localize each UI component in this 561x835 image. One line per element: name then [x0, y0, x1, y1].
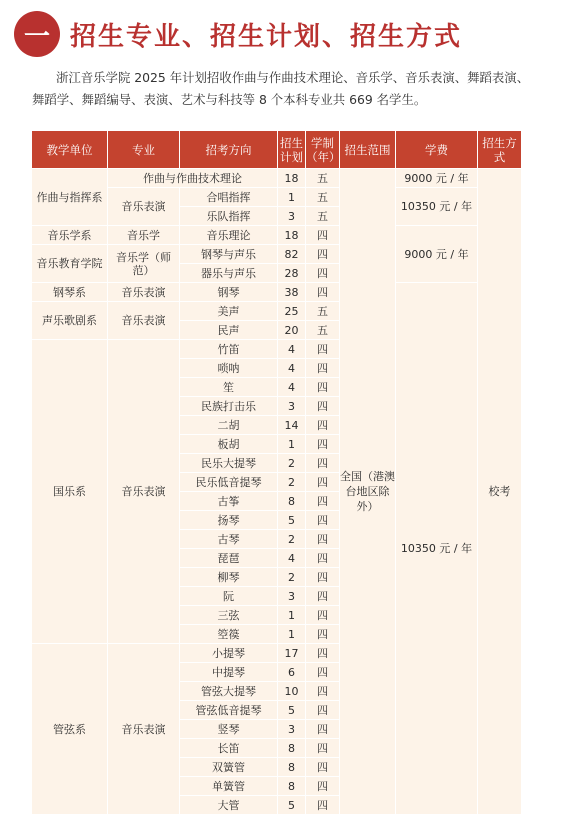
cell-duration: 五	[306, 169, 340, 188]
cell-plan: 18	[278, 226, 306, 245]
cell-direction: 美声	[180, 302, 278, 321]
cell-direction: 中提琴	[180, 663, 278, 682]
cell-duration: 四	[306, 378, 340, 397]
cell-duration: 四	[306, 568, 340, 587]
cell-direction: 古琴	[180, 530, 278, 549]
cell-direction: 钢琴与声乐	[180, 245, 278, 264]
cell-fee: 10350 元 / 年	[396, 188, 478, 226]
cell-direction: 长笛	[180, 739, 278, 758]
cell-direction: 竹笛	[180, 340, 278, 359]
table-header-row	[32, 131, 522, 169]
cell-plan: 4	[278, 359, 306, 378]
cell-major: 音乐学（师范）	[108, 245, 180, 283]
cell-direction: 琵琶	[180, 549, 278, 568]
cell-plan: 5	[278, 796, 306, 815]
header-plan: 招生计划	[278, 131, 306, 169]
section-number-badge: 一	[14, 11, 60, 57]
cell-plan: 28	[278, 264, 306, 283]
cell-direction: 民乐低音提琴	[180, 473, 278, 492]
cell-plan: 6	[278, 663, 306, 682]
cell-direction: 双簧管	[180, 758, 278, 777]
cell-direction: 钢琴	[180, 283, 278, 302]
cell-direction: 古筝	[180, 492, 278, 511]
cell-plan: 4	[278, 340, 306, 359]
table-row	[32, 226, 522, 245]
cell-direction: 小提琴	[180, 644, 278, 663]
cell-scope: 全国（港澳台地区除外）	[340, 169, 396, 815]
header-major: 专业	[108, 131, 180, 169]
cell-duration: 四	[306, 511, 340, 530]
cell-duration: 四	[306, 226, 340, 245]
cell-plan: 14	[278, 416, 306, 435]
header-scope: 招生范围	[340, 131, 396, 169]
cell-plan: 2	[278, 454, 306, 473]
cell-plan: 5	[278, 701, 306, 720]
cell-direction: 扬琴	[180, 511, 278, 530]
cell-duration: 四	[306, 796, 340, 815]
cell-plan: 2	[278, 473, 306, 492]
cell-direction: 大管	[180, 796, 278, 815]
table-row	[32, 169, 522, 188]
cell-duration: 五	[306, 188, 340, 207]
cell-duration: 四	[306, 416, 340, 435]
cell-duration: 四	[306, 720, 340, 739]
cell-direction: 柳琴	[180, 568, 278, 587]
intro-text: 浙江音乐学院 2025 年计划招收作曲与作曲技术理论、音乐学、音乐表演、舞蹈表演、舞蹈学、舞蹈编导、表演、艺术与科技等 8 个本科专业共 669 名学生。	[32, 70, 530, 107]
cell-plan: 8	[278, 739, 306, 758]
header-duration: 学制（年）	[306, 131, 340, 169]
cell-unit: 作曲与指挥系	[32, 169, 108, 226]
cell-plan: 3	[278, 397, 306, 416]
cell-duration: 四	[306, 758, 340, 777]
cell-plan: 2	[278, 530, 306, 549]
cell-duration: 四	[306, 492, 340, 511]
header-fee: 学费	[396, 131, 478, 169]
cell-duration: 四	[306, 587, 340, 606]
cell-major: 音乐表演	[108, 283, 180, 302]
header-unit: 教学单位	[32, 131, 108, 169]
cell-plan: 8	[278, 758, 306, 777]
header-direction: 招考方向	[180, 131, 278, 169]
cell-duration: 四	[306, 777, 340, 796]
cell-major: 音乐表演	[108, 340, 180, 644]
cell-plan: 3	[278, 207, 306, 226]
cell-major: 音乐表演	[108, 302, 180, 340]
cell-plan: 2	[278, 568, 306, 587]
cell-direction: 民乐大提琴	[180, 454, 278, 473]
intro-paragraph	[32, 67, 532, 111]
cell-plan: 18	[278, 169, 306, 188]
cell-plan: 3	[278, 720, 306, 739]
cell-direction: 管弦大提琴	[180, 682, 278, 701]
cell-plan: 5	[278, 511, 306, 530]
cell-duration: 四	[306, 549, 340, 568]
cell-direction: 竖琴	[180, 720, 278, 739]
cell-duration: 四	[306, 739, 340, 758]
section-header	[14, 10, 462, 58]
cell-plan: 8	[278, 777, 306, 796]
cell-duration: 四	[306, 682, 340, 701]
cell-plan: 1	[278, 188, 306, 207]
cell-duration: 四	[306, 606, 340, 625]
cell-method: 校考	[478, 169, 522, 815]
cell-major: 音乐学	[108, 226, 180, 245]
cell-duration: 四	[306, 473, 340, 492]
cell-direction: 民声	[180, 321, 278, 340]
cell-unit: 声乐歌剧系	[32, 302, 108, 340]
header-method: 招生方式	[478, 131, 522, 169]
cell-direction: 二胡	[180, 416, 278, 435]
cell-duration: 五	[306, 321, 340, 340]
cell-duration: 四	[306, 340, 340, 359]
cell-major: 音乐表演	[108, 188, 180, 226]
cell-direction: 民族打击乐	[180, 397, 278, 416]
cell-plan: 10	[278, 682, 306, 701]
cell-direction: 合唱指挥	[180, 188, 278, 207]
cell-unit: 钢琴系	[32, 283, 108, 302]
cell-duration: 四	[306, 435, 340, 454]
cell-fee: 9000 元 / 年	[396, 226, 478, 283]
cell-direction: 管弦低音提琴	[180, 701, 278, 720]
table-row	[32, 283, 522, 302]
cell-duration: 四	[306, 283, 340, 302]
cell-major: 音乐表演	[108, 644, 180, 815]
cell-plan: 1	[278, 625, 306, 644]
cell-duration: 五	[306, 302, 340, 321]
cell-duration: 四	[306, 644, 340, 663]
cell-fee: 10350 元 / 年	[396, 283, 478, 815]
section-title: 招生专业、招生计划、招生方式	[70, 21, 463, 52]
cell-direction: 板胡	[180, 435, 278, 454]
cell-plan: 8	[278, 492, 306, 511]
cell-direction: 三弦	[180, 606, 278, 625]
cell-direction: 笙	[180, 378, 278, 397]
cell-plan: 20	[278, 321, 306, 340]
cell-duration: 四	[306, 397, 340, 416]
cell-plan: 4	[278, 378, 306, 397]
cell-plan: 1	[278, 606, 306, 625]
cell-plan: 25	[278, 302, 306, 321]
cell-plan: 38	[278, 283, 306, 302]
cell-unit: 国乐系	[32, 340, 108, 644]
cell-duration: 四	[306, 264, 340, 283]
cell-direction: 唢呐	[180, 359, 278, 378]
cell-duration: 五	[306, 207, 340, 226]
cell-direction: 音乐理论	[180, 226, 278, 245]
cell-plan: 17	[278, 644, 306, 663]
cell-plan: 3	[278, 587, 306, 606]
cell-plan: 4	[278, 549, 306, 568]
cell-major-direction: 作曲与作曲技术理论	[108, 169, 278, 188]
cell-duration: 四	[306, 663, 340, 682]
cell-direction: 乐队指挥	[180, 207, 278, 226]
cell-direction: 阮	[180, 587, 278, 606]
cell-duration: 四	[306, 359, 340, 378]
cell-direction: 单簧管	[180, 777, 278, 796]
cell-direction: 箜篌	[180, 625, 278, 644]
cell-direction: 器乐与声乐	[180, 264, 278, 283]
enrollment-table	[31, 130, 522, 815]
cell-duration: 四	[306, 530, 340, 549]
cell-plan: 82	[278, 245, 306, 264]
cell-plan: 1	[278, 435, 306, 454]
cell-duration: 四	[306, 245, 340, 264]
cell-duration: 四	[306, 625, 340, 644]
cell-unit: 音乐学系	[32, 226, 108, 245]
cell-unit: 音乐教育学院	[32, 245, 108, 283]
cell-duration: 四	[306, 701, 340, 720]
cell-duration: 四	[306, 454, 340, 473]
cell-unit: 管弦系	[32, 644, 108, 815]
cell-fee: 9000 元 / 年	[396, 169, 478, 188]
